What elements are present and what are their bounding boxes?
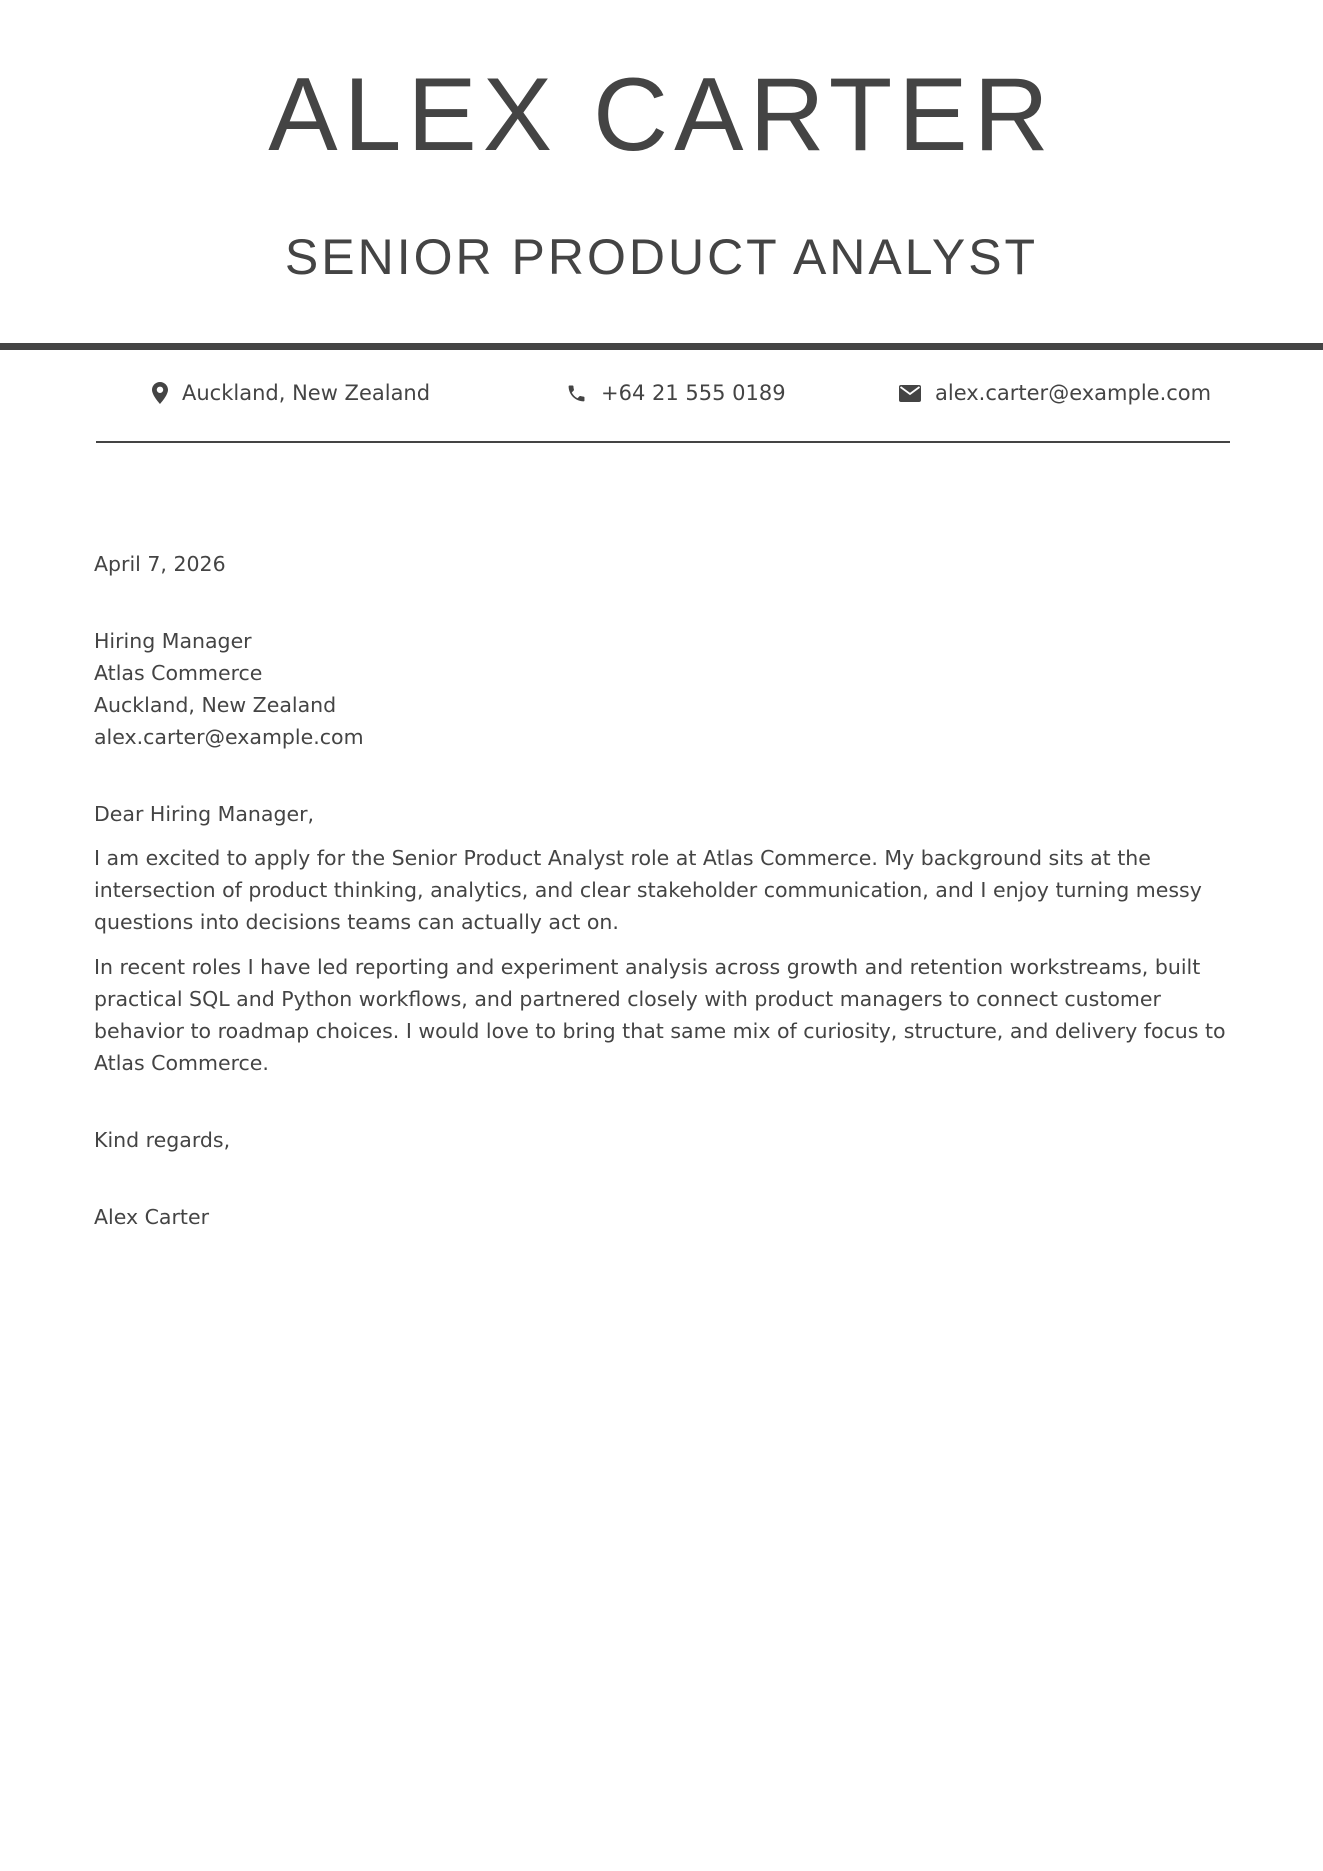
salutation: Dear Hiring Manager, [94,802,315,826]
recipient-line: Hiring Manager [94,629,252,653]
contact-location-text: Auckland, New Zealand [182,381,431,405]
contact-bar [96,350,1230,442]
signature-name: Alex Carter [94,1205,210,1229]
contact-phone [566,377,786,409]
body-paragraph: I am excited to apply for the Senior Product Analyst role at Atlas Commerce. My background sits at the intersection of product thinking, analytics, and clear stakeholder communication, and I enjoy turning messy questions into decisions teams can actually act on. [94,846,1202,934]
map-marker-icon [152,382,168,404]
letterhead [0,0,1323,343]
contact-phone-text: +64 21 555 0189 [601,381,786,405]
header-divider [0,343,1323,350]
recipient-line: Atlas Commerce [94,661,263,685]
phone-icon [566,383,587,404]
applicant-name: ALEX CARTER [268,57,1055,173]
contact-location [152,377,430,409]
recipient-line: alex.carter@example.com [94,725,364,749]
recipient-block [94,625,1230,753]
recipient-line: Auckland, New Zealand [94,693,337,717]
contact-email-text: alex.carter@example.com [935,381,1212,405]
envelope-icon [899,385,921,402]
letter-body [94,548,1230,1233]
closing: Kind regards, [94,1128,231,1152]
contact-email [899,377,1211,409]
job-title: SENIOR PRODUCT ANALYST [284,229,1039,285]
contact-divider [96,441,1230,443]
letter-date: April 7, 2026 [94,552,226,576]
body-paragraph: In recent roles I have led reporting and experiment analysis across growth and retention workstreams, built practical SQL and Python workflows, and partnered closely with product managers to connect customer behavior to roadmap choices. I would love to bring that same mix of curiosity, structure, and delivery focus to Atlas Commerce. [94,955,1226,1075]
